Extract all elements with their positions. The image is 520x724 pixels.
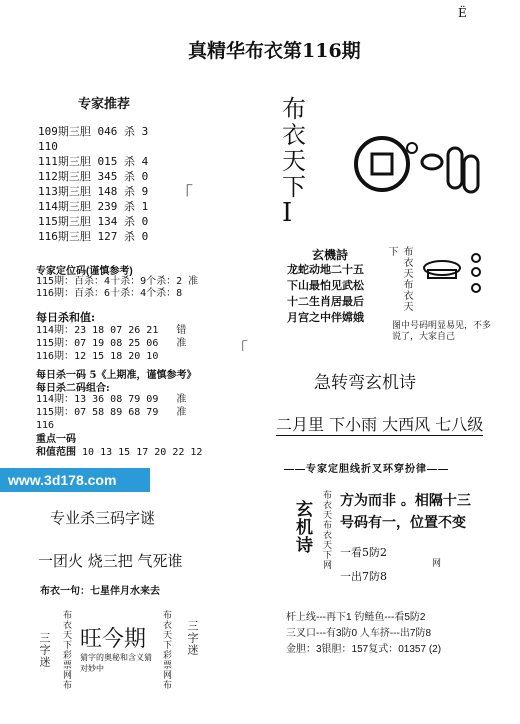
kill-one-rows bbox=[36, 393, 186, 432]
riddle-sentence: 布衣一句：七星伴月水来去 bbox=[40, 586, 160, 597]
poem-small-line1: 一看5防2 bbox=[340, 546, 387, 559]
riddle-caption: 猜字的奥秘和含义猜 bbox=[80, 653, 152, 662]
daily-rows bbox=[36, 324, 186, 363]
budai-title: 布 衣 天 下 I bbox=[282, 95, 306, 228]
daily-title: 每日杀和值: bbox=[36, 311, 96, 324]
corner-mark: Ё bbox=[458, 6, 467, 20]
expert-row: 110 bbox=[38, 140, 58, 153]
kill-one-subtitle: 每日杀二码组合: bbox=[36, 383, 110, 394]
kill-one-bracket: 「 bbox=[232, 339, 249, 358]
poem-line1: 方为而非 。相隔十三 bbox=[340, 493, 471, 509]
daily-row: 116期：12 15 18 20 10 bbox=[36, 351, 159, 362]
position-rows bbox=[36, 276, 198, 300]
expert-bar: ——专家定胆线折叉环穿扮律—— bbox=[284, 464, 449, 475]
position-row: 115期：百杀：4十杀：9个杀：2 准 bbox=[36, 276, 199, 287]
riddle-left-col: 布衣天下彩票网布 bbox=[61, 610, 71, 690]
kill-one-row: 114期：13 36 08 79 09 准 bbox=[36, 394, 187, 405]
position-title: 专家定位码(谨慎参考) bbox=[36, 266, 133, 277]
riddle-center-word: 旺今期 bbox=[80, 627, 147, 652]
position-row: 116期：百杀：6十杀：4个杀：8 bbox=[36, 288, 183, 299]
xuanji-note: 图中号码明显易见，不多说了，大家自己 bbox=[392, 320, 492, 341]
expert-row: 112期三胆 345 杀 0 bbox=[38, 170, 149, 183]
expert-row: 109期三胆 046 杀 3 bbox=[38, 125, 149, 138]
poem-small-line2: 一出7防8 bbox=[340, 570, 387, 583]
kill-one-row: 116 bbox=[36, 420, 55, 431]
kill-one-title: 每日杀一码 5《上期准，谨慎参考》 bbox=[36, 370, 197, 381]
riddle-line: 一团火 烧三把 气死谁 bbox=[38, 552, 183, 570]
poem-vertical-title: 玄机诗 bbox=[292, 500, 312, 554]
pot-illustration bbox=[418, 248, 488, 318]
daily-row: 114期：23 18 07 26 21 错 bbox=[36, 325, 187, 336]
riddle-right-col: 布衣天下彩票网布 bbox=[161, 610, 171, 690]
xuanji-side: 布衣天布衣天下 bbox=[386, 246, 412, 312]
expert-row: 114期三胆 239 杀 1 bbox=[38, 200, 149, 213]
riddle-title: 专业杀三码字谜 bbox=[50, 509, 156, 527]
weather-line: 二月里 下小雨 大西风 七八级 bbox=[276, 412, 483, 436]
riddle-caption2: 对妙中 bbox=[80, 664, 104, 673]
expert-title: 专家推荐 bbox=[78, 97, 131, 112]
riddle-right-vertical: 三字迷 bbox=[186, 620, 199, 656]
watermark-bar: www.3d178.com bbox=[0, 468, 150, 492]
expert-rows bbox=[38, 124, 148, 244]
page-title: 真精华布衣第116期 bbox=[188, 40, 361, 62]
poem-side-mark: 网 bbox=[432, 559, 442, 569]
expert-row: 115期三胆 134 杀 0 bbox=[38, 215, 149, 228]
expert-bracket: 「 bbox=[175, 184, 193, 205]
riddle-left-vertical: 三字迷 bbox=[38, 632, 51, 668]
bottom-lines: 杆上线---再下1 钓鲢鱼---看5防2 三叉口---有3防0 人车挤---出7防8 金胆：3银胆：157复式：01357 (2) bbox=[286, 612, 442, 655]
range-row: 和值范围 10 13 15 17 20 22 12 bbox=[36, 447, 203, 458]
urgent-title: 急转弯玄机诗 bbox=[314, 373, 416, 393]
xuanji-title: 玄機詩 bbox=[312, 248, 349, 262]
poem-line2: 号码有一，位置不变 bbox=[340, 515, 466, 531]
expert-row: 111期三胆 015 杀 4 bbox=[38, 155, 149, 168]
poem-side-col: 布衣天布衣天下网 bbox=[321, 490, 331, 570]
xuanji-lines: 龙蛇动地二十五 下山最怕见武松 十二生肖居最后 月宫之中伴嫦娥 bbox=[287, 263, 364, 324]
daily-row: 115期：07 19 08 25 06 准 bbox=[36, 338, 187, 349]
coin-doodle-illustration bbox=[350, 128, 490, 203]
expert-row: 116期三胆 127 杀 0 bbox=[38, 230, 149, 243]
focus-row: 重点一码 bbox=[36, 434, 76, 445]
expert-row: 113期三胆 148 杀 9 bbox=[38, 185, 149, 198]
kill-one-row: 115期：07 58 89 68 79 准 bbox=[36, 407, 187, 418]
